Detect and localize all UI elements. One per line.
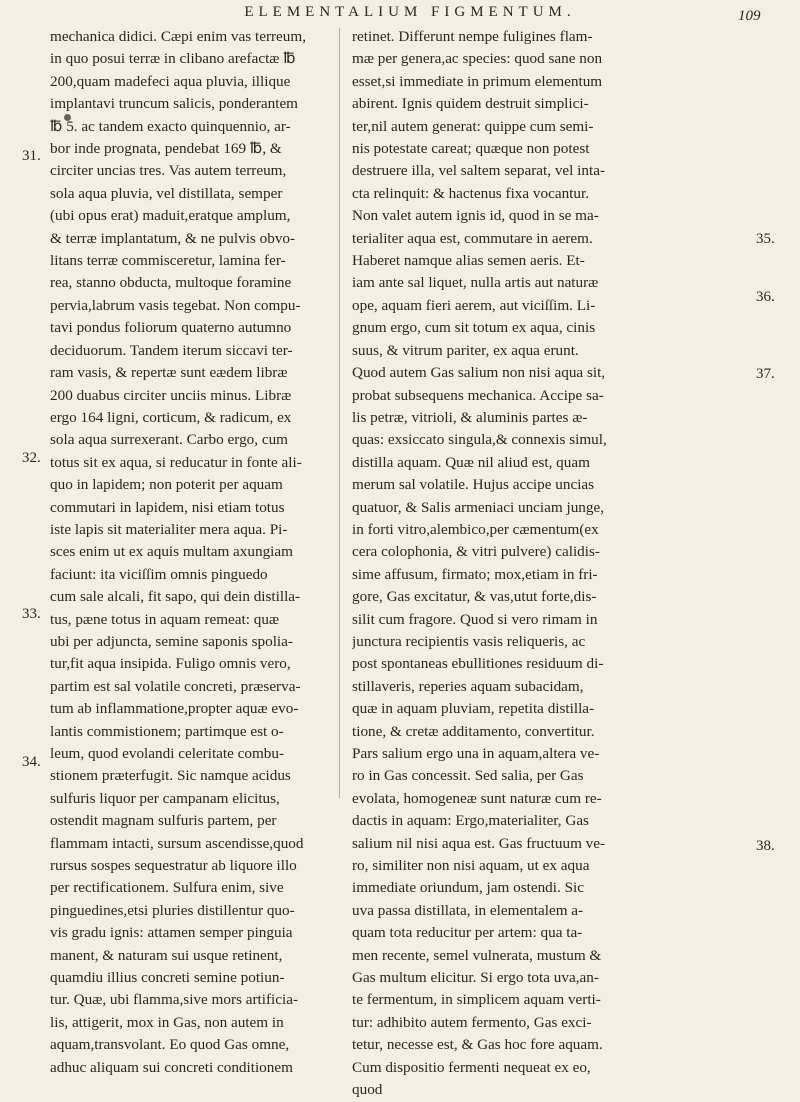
text-line: Cum dispositio fermenti nequeat ex eo, <box>352 1058 591 1076</box>
text-line: iste lapis sit materialiter mera aqua. Pi- <box>50 520 288 538</box>
text-line: & terræ implantatum, & ne pulvis obvo- <box>50 229 296 247</box>
text-line: ergo 164 ligni, corticum, & radicum, ex <box>50 408 292 426</box>
page-number: 109 <box>738 8 761 24</box>
text-line: destruere illa, vel saltem separat, vel inta- <box>352 162 606 180</box>
text-line: in quo posui terræ in clibano arefactæ ℔ <box>50 50 296 68</box>
text-line: sces enim ut ex aquis multam axungiam <box>50 543 293 561</box>
text-line: manent, & naturam sui usque retinent, <box>50 946 283 964</box>
text-line: bor inde prognata, pendebat 169 ℔, & <box>50 140 282 158</box>
margin-number-31: 31. <box>22 148 41 164</box>
text-line: ter,nil autem generat: quippe cum semi- <box>352 117 594 135</box>
text-line: partim est sal volatile concreti, præserva- <box>50 677 301 695</box>
text-line: sola aqua surrexerant. Carbo ergo, cum <box>50 431 288 449</box>
text-line: implantavi truncum salicis, ponderantem <box>50 95 298 113</box>
text-line: circiter uncias tres. Vas autem terreum, <box>50 162 287 180</box>
text-line: rea, stanno obducta, multoque foramine <box>50 274 292 292</box>
text-line: lantis commistionem; partimque est o- <box>50 722 284 740</box>
text-line: ostendit magnam sulfuris partem, per <box>50 812 277 830</box>
text-line: commutari in lapidem, nisi etiam totus <box>50 498 285 516</box>
text-line: adhuc aliquam sui concreti conditionem <box>50 1058 293 1076</box>
text-line: suus, & vitrum pariter, ex aqua erunt. <box>352 341 579 359</box>
margin-number-33: 33. <box>22 606 41 622</box>
text-line: quam tota reducitur per artem: qua ta- <box>352 924 583 942</box>
text-line: tavi pondus foliorum quaterno autumno <box>50 319 292 337</box>
text-line: iam ante sal liquet, nulla artis aut naturæ <box>352 274 599 292</box>
text-line: uva passa distillata, in elementalem a- <box>352 901 584 919</box>
text-line: Haberet namque alias semen aeris. Et- <box>352 252 585 270</box>
text-line: in forti vitro,alembico,per cæmentum(ex <box>352 520 599 538</box>
text-line: cera colophonia, & vitri pulvere) calidis- <box>352 543 600 561</box>
margin-number-35: 35. <box>756 231 775 247</box>
margin-number-37: 37. <box>756 366 775 382</box>
text-line: terialiter aqua est, commutare in aerem. <box>352 229 593 247</box>
text-line: tum ab inflammatione,propter aquæ evo- <box>50 700 299 718</box>
left-column-text <box>50 26 332 1079</box>
text-line: Non valet autem ignis id, quod in se ma- <box>352 207 599 225</box>
text-line: litans terræ commisceretur, lamina fer- <box>50 252 286 270</box>
text-line: Gas multum elicitur. Si ergo tota uva,an- <box>352 969 599 987</box>
text-line: nis potestate careat; quæque non potest <box>352 140 590 158</box>
text-line: cum sale alcali, fit sapo, qui dein distilla- <box>50 588 301 606</box>
text-line: sime affusum, firmato; mox,etiam in fri- <box>352 565 598 583</box>
text-line: leum, quod evolandi celeritate combu- <box>50 745 285 762</box>
text-line: quo in lapidem; non poterit per aquam <box>50 476 283 494</box>
text-line: sola aqua pluvia, vel distillata, semper <box>50 184 283 202</box>
text-line: immediate oriundum, jam ostendi. Sic <box>352 879 584 897</box>
text-line: quæ in aquam pluviam, repetita distilla- <box>352 700 595 718</box>
text-line: ubi per adjuncta, semine saponis spolia- <box>50 632 293 650</box>
text-line: tur. Quæ, ubi flamma,sive mors artificia- <box>50 991 299 1009</box>
text-line: 200 duabus circiter unciis minus. Libræ <box>50 386 292 404</box>
text-line: pervia,labrum vasis tegebat. Non compu- <box>50 296 301 314</box>
text-line: ro, similiter non nisi aquam, ut ex aqua <box>352 857 590 875</box>
text-line: dactis in aquam: Ergo,materialiter, Gas <box>352 812 589 830</box>
text-line: junctura recipientis vasis reliqueris, ac <box>352 632 586 650</box>
text-line: gnum ergo, cum sit totum ex aqua, cinis <box>352 319 596 337</box>
text-line: Quod autem Gas salium non nisi aqua sit, <box>352 364 606 382</box>
text-line: pinguedines,etsi pluries distillentur quo- <box>50 901 295 919</box>
text-line: faciunt: ita viciſſim omnis pinguedo <box>50 565 268 583</box>
margin-number-36: 36. <box>756 289 775 305</box>
text-line: (ubi opus erat) maduit,eratque amplum, <box>50 207 291 225</box>
text-line: merum sal volatile. Hujus accipe uncias <box>352 476 595 494</box>
column-divider <box>339 28 340 798</box>
text-line: gore, Gas excitatur, & vas,utut forte,dis- <box>352 588 597 606</box>
text-line: tus, pæne totus in aquam remeat: quæ <box>50 610 280 628</box>
text-line: quas: exsiccato singula,& connexis simul, <box>352 431 607 449</box>
text-line: probat subsequens mechanica. Accipe sa- <box>352 386 604 404</box>
text-line: abirent. Ignis quidem destruit simplici- <box>352 95 589 113</box>
text-line: cta relinquit: & hactenus fixa vocantur. <box>352 184 590 202</box>
running-head: ELEMENTALIUM FIGMENTUM. <box>244 4 576 20</box>
text-line: flammam intacti, sursum ascendisse,quod <box>50 834 304 852</box>
text-line: salium nil nisi aqua est. Gas fructuum ve- <box>352 834 606 852</box>
text-line: quod <box>352 1081 383 1099</box>
text-line: tur,fit aqua insipida. Fuligo omnis vero, <box>50 655 291 673</box>
text-line: evolata, homogeneæ sunt naturæ cum re- <box>352 789 602 807</box>
text-line: aquam,transvolant. Eo quod Gas omne, <box>50 1036 290 1054</box>
text-line: retinet. Differunt nempe fuligines flam- <box>352 28 593 45</box>
text-line: ℔ 5. ac tandem exacto quinquennio, ar- <box>50 117 291 135</box>
text-line: tione, & cretæ additamento, convertitur. <box>352 722 595 740</box>
text-line: Pars salium ergo una in aquam,altera ve- <box>352 745 600 762</box>
text-line: men recente, semel vulnerata, mustum & <box>352 946 602 964</box>
text-line: tetur, necesse est, & Gas hoc fore aquam. <box>352 1036 603 1054</box>
margin-number-34: 34. <box>22 754 41 770</box>
text-line: deciduorum. Tandem iterum siccavi ter- <box>50 341 293 359</box>
text-line: quamdiu illius concreti semine potiun- <box>50 969 285 987</box>
right-column-text <box>352 26 654 1102</box>
text-line: vis gradu ignis: attamen semper pinguia <box>50 924 293 942</box>
text-line: ram vasis, & repertæ sunt eædem libræ <box>50 364 288 382</box>
text-line: quatuor, & Salis armeniaci unciam junge, <box>352 498 605 516</box>
text-line: post spontaneas ebullitiones residuum di- <box>352 655 604 673</box>
text-line: stionem præterfugit. Sic namque acidus <box>50 767 291 785</box>
text-line: esset,si immediate in primum elementum <box>352 72 603 90</box>
text-line: lis petræ, vitrioli, & aluminis partes æ- <box>352 408 588 426</box>
text-line: mæ per genera,ac species: quod sane non <box>352 50 603 68</box>
text-line: rursus sospes sequestratur ab liquore illo <box>50 857 297 875</box>
margin-number-32: 32. <box>22 450 41 466</box>
text-line: stillaveris, reperies aquam subacidam, <box>352 677 584 695</box>
text-line: lis, attigerit, mox in Gas, non autem in <box>50 1013 284 1031</box>
margin-number-38: 38. <box>756 838 775 854</box>
text-line: 200,quam madefeci aqua pluvia, illique <box>50 72 291 90</box>
text-line: mechanica didici. Cæpi enim vas terreum, <box>50 28 306 45</box>
text-line: ope, aquam fieri aerem, aut viciſſim. Li- <box>352 296 596 314</box>
text-line: totus sit ex aqua, si reducatur in fonte ali- <box>50 453 302 471</box>
text-line: silit cum fragore. Quod si vero rimam in <box>352 610 598 628</box>
text-line: ro in Gas concessit. Sed salia, per Gas <box>352 767 584 785</box>
text-line: tur: adhibito autem fermento, Gas exci- <box>352 1013 592 1031</box>
text-line: te fermentum, in simplicem aquam verti- <box>352 991 601 1009</box>
text-line: distilla aquam. Quæ nil aliud est, quam <box>352 453 590 471</box>
text-line: per rectificationem. Sulfura enim, sive <box>50 879 284 897</box>
text-line: sulfuris liquor per campanam elicitus, <box>50 789 280 807</box>
